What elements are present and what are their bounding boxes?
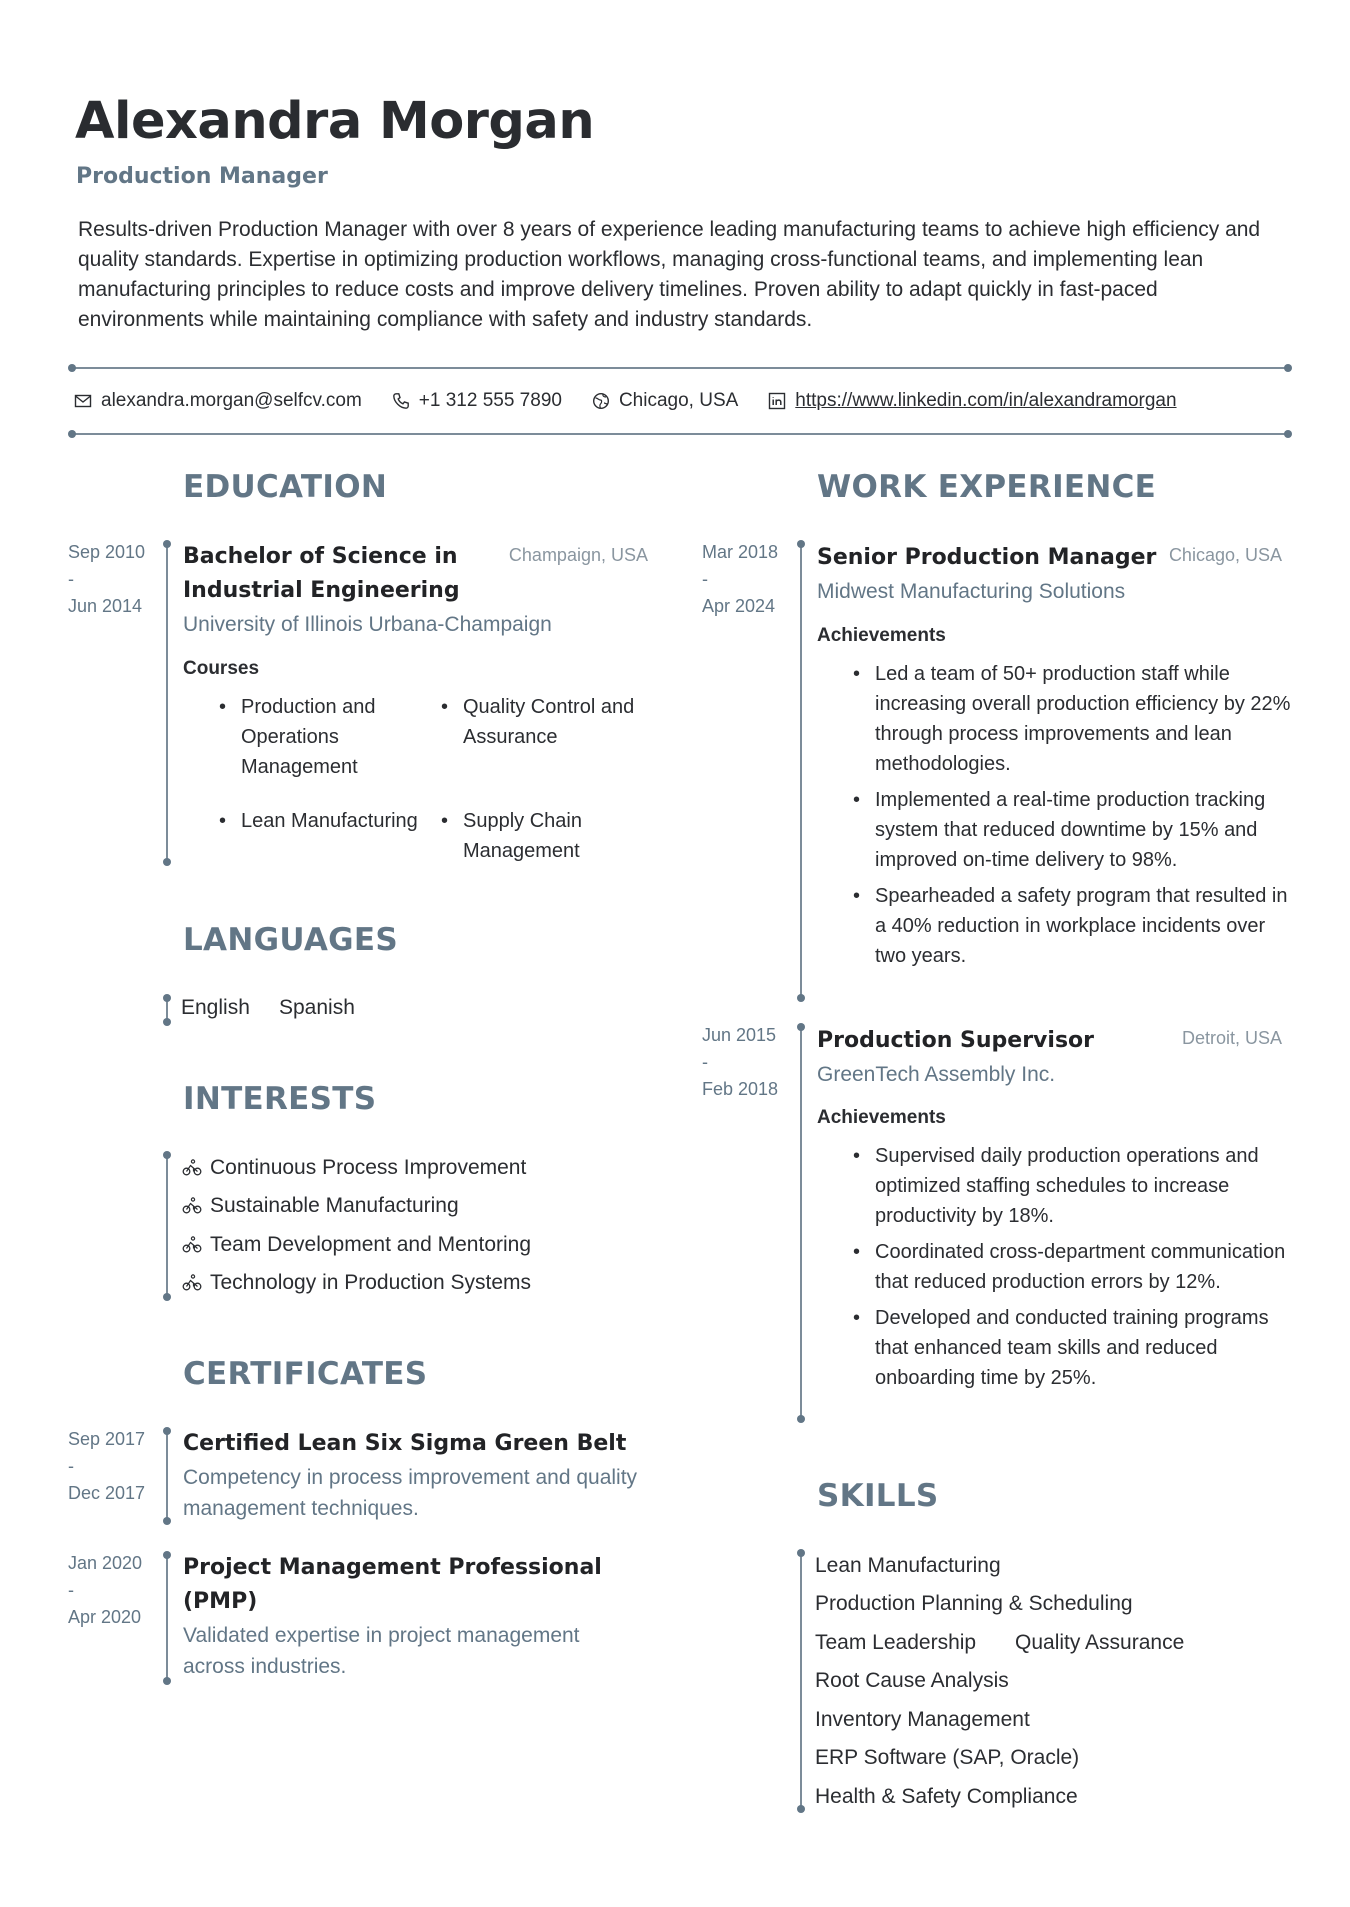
- achievement-item: • Led a team of 50+ production staff while increasing overall production efficiency by 22% through process improvements and lean methodologies.: [851, 659, 1291, 779]
- linkedin-icon: [768, 392, 786, 410]
- courses-label: Courses: [183, 658, 260, 679]
- job-location: Detroit, USA: [1181, 1028, 1282, 1048]
- job-start: Jun 2015: [702, 1025, 777, 1045]
- interest-label: Technology in Production Systems: [210, 1271, 531, 1294]
- contact-linkedin[interactable]: [768, 390, 1176, 412]
- date-separator: -: [702, 1052, 708, 1072]
- certificate-start: Sep 2017: [68, 1429, 146, 1449]
- job-company: Midwest Manufacturing Solutions: [817, 580, 1126, 603]
- divider-top: [72, 367, 1288, 369]
- date-separator: -: [68, 1456, 74, 1476]
- skill-item: ERP Software (SAP, Oracle): [815, 1746, 1080, 1769]
- interest-item: [182, 1269, 531, 1297]
- language-item: Spanish: [279, 996, 355, 1019]
- job-company: GreenTech Assembly Inc.: [817, 1063, 1056, 1086]
- achievements-label: Achievements: [817, 1107, 946, 1128]
- certificates-heading: CERTIFICATES: [183, 1356, 428, 1392]
- course-item: • Production and Operations Management: [219, 692, 419, 782]
- summary: Results-driven Production Manager with over 8 years of experience leading manufacturing teams to achieve high efficiency and quality standards. Expertise in optimizing production workflows, managing cross-functional teams, and implementing lean manufacturing principles to reduce costs and improve delivery timelines. Proven ability to adapt quickly in fast-paced environments while maintaining compliance with safety and industry standards.: [78, 218, 1261, 331]
- achievement-item: • Spearheaded a safety program that resulted in a 40% reduction in workplace incidents over two years.: [851, 881, 1291, 971]
- interest-item: [182, 1154, 526, 1182]
- certificate-dates: [68, 1425, 145, 1507]
- education-end: Jun 2014: [68, 596, 143, 616]
- contact-bar: [74, 386, 1207, 416]
- languages-timeline: [166, 998, 168, 1022]
- linkedin-link[interactable]: https://www.linkedin.com/in/alexandramorgan: [795, 390, 1177, 411]
- job-end: Feb 2018: [702, 1079, 779, 1099]
- certificate-timeline: [166, 1431, 168, 1521]
- skills-heading: SKILLS: [817, 1478, 939, 1514]
- phone-icon: [392, 392, 410, 410]
- job-timeline: [800, 1027, 802, 1419]
- education-timeline: [166, 544, 168, 862]
- education-degree-line1: Bachelor of Science in: [183, 544, 458, 569]
- contact-location: [592, 390, 738, 412]
- interest-label: Continuous Process Improvement: [210, 1156, 527, 1179]
- job-title: Production Manager: [76, 164, 328, 189]
- skill-item: Health & Safety Compliance: [815, 1785, 1078, 1808]
- interests-heading: INTERESTS: [183, 1081, 377, 1117]
- job-location: Chicago, USA: [1168, 545, 1282, 565]
- location-text: Chicago, USA: [618, 390, 739, 411]
- work-heading: WORK EXPERIENCE: [817, 469, 1157, 505]
- job-end: Apr 2024: [702, 596, 776, 616]
- interest-label: Sustainable Manufacturing: [210, 1194, 459, 1217]
- certificate-description: Competency in process improvement and quality management techniques.: [183, 1466, 638, 1520]
- contact-phone[interactable]: [392, 390, 562, 412]
- date-separator: -: [68, 569, 74, 589]
- certificate-start: Jan 2020: [68, 1553, 143, 1573]
- education-dates: [68, 538, 145, 620]
- phone-text: +1 312 555 7890: [418, 390, 562, 411]
- skills-timeline: [800, 1553, 802, 1809]
- education-location: Champaign, USA: [508, 545, 648, 565]
- candidate-name: Alexandra Morgan: [75, 92, 595, 151]
- education-degree-line2: Industrial Engineering: [183, 578, 460, 603]
- achievement-item: • Supervised daily production operations and optimized staffing schedules to increase productivity by 18%.: [851, 1141, 1291, 1231]
- certificate-end: Dec 2017: [68, 1483, 146, 1503]
- certificate-end: Apr 2020: [68, 1607, 142, 1627]
- bicycle-icon: [182, 1235, 202, 1255]
- certificate-title: Project Management Professional (PMP): [183, 1555, 602, 1614]
- education-heading: EDUCATION: [183, 469, 388, 505]
- interests-timeline: [166, 1155, 168, 1297]
- skill-item: Team Leadership: [815, 1631, 977, 1654]
- job-timeline: [800, 544, 802, 998]
- job-dates: [702, 538, 778, 620]
- achievement-item: • Coordinated cross-department communication that reduced production errors by 12%.: [851, 1237, 1291, 1297]
- language-item: English: [181, 996, 250, 1019]
- achievements-list: [851, 1141, 1291, 1399]
- bicycle-icon: [182, 1273, 202, 1293]
- course-item: • Lean Manufacturing: [219, 806, 419, 836]
- interest-item: [182, 1192, 459, 1220]
- date-separator: -: [68, 1580, 74, 1600]
- mail-icon: [74, 392, 92, 410]
- languages-heading: LANGUAGES: [183, 922, 398, 958]
- bicycle-icon: [182, 1158, 202, 1178]
- education-school: University of Illinois Urbana-Champaign: [183, 613, 552, 636]
- skill-item: Production Planning & Scheduling: [815, 1592, 1133, 1615]
- certificate-timeline: [166, 1555, 168, 1681]
- education-start: Sep 2010: [68, 542, 146, 562]
- achievements-list: [851, 659, 1291, 977]
- job-dates: [702, 1021, 778, 1103]
- skill-item: Root Cause Analysis: [815, 1669, 1009, 1692]
- course-item: • Quality Control and Assurance: [441, 692, 641, 752]
- interest-item: [182, 1231, 531, 1259]
- job-start: Mar 2018: [702, 542, 779, 562]
- skill-item: Lean Manufacturing: [815, 1554, 1001, 1577]
- bicycle-icon: [182, 1196, 202, 1216]
- divider-bottom: [72, 433, 1288, 435]
- globe-icon: [592, 392, 610, 410]
- email-text: alexandra.morgan@selfcv.com: [101, 390, 362, 411]
- job-title: Production Supervisor: [817, 1028, 1094, 1053]
- date-separator: -: [702, 569, 708, 589]
- skill-item: Quality Assurance: [1015, 1631, 1185, 1654]
- course-item: • Supply Chain Management: [441, 806, 641, 866]
- interest-label: Team Development and Mentoring: [210, 1233, 532, 1256]
- certificate-title: Certified Lean Six Sigma Green Belt: [183, 1431, 627, 1456]
- contact-email[interactable]: [74, 390, 362, 412]
- job-title: Senior Production Manager: [817, 545, 1157, 570]
- certificate-dates: [68, 1549, 142, 1631]
- achievement-item: • Developed and conducted training programs that enhanced team skills and reduced onboarding time by 25%.: [851, 1303, 1291, 1393]
- achievements-label: Achievements: [817, 625, 946, 646]
- certificate-description: Validated expertise in project management across industries.: [183, 1624, 580, 1678]
- skill-item: Inventory Management: [815, 1708, 1030, 1731]
- achievement-item: • Implemented a real-time production tracking system that reduced downtime by 15% and improved on-time delivery to 98%.: [851, 785, 1291, 875]
